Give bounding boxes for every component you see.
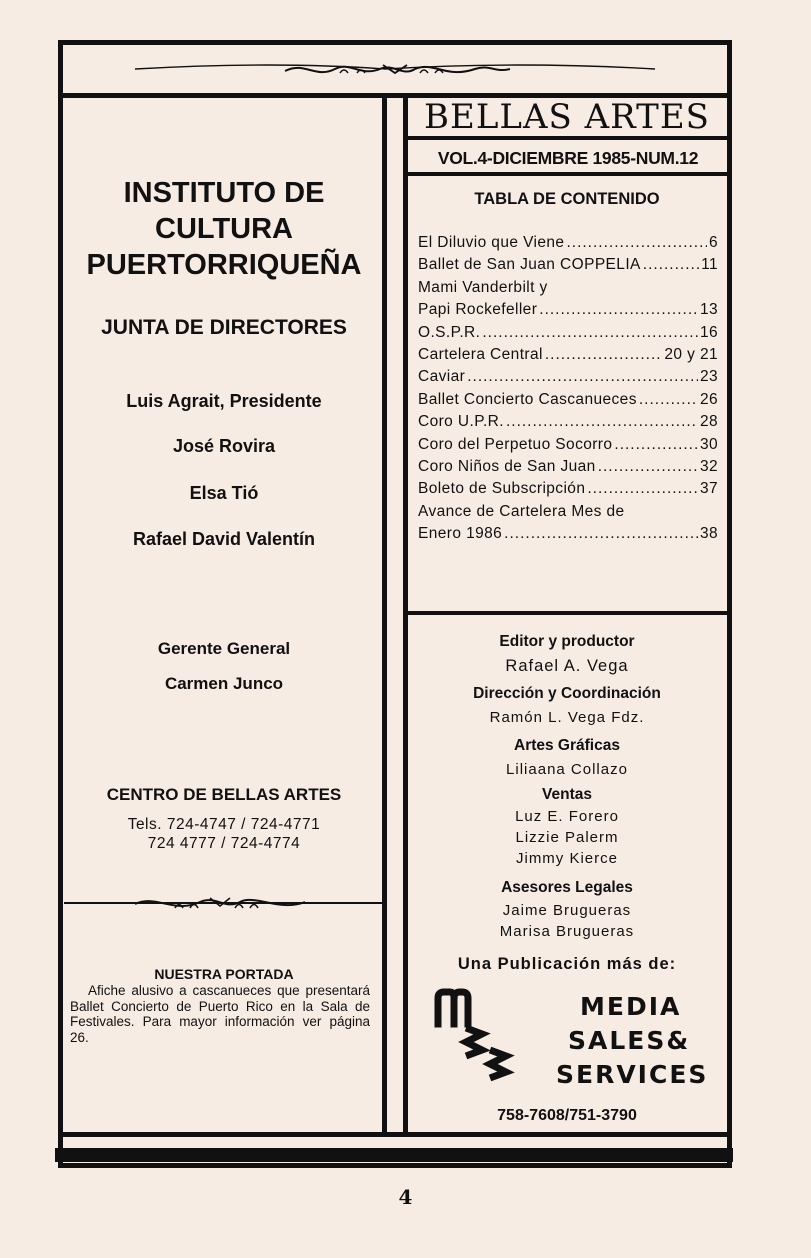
sales-name: Luz E. Forero bbox=[515, 808, 619, 825]
toc-page: 26 bbox=[699, 390, 718, 408]
director-name: Elsa Tió bbox=[189, 483, 259, 503]
toc-entry bbox=[418, 254, 718, 276]
legal-name: Jaime Brugueras bbox=[502, 902, 632, 919]
institute-title-line: CULTURA bbox=[155, 213, 293, 245]
toc-title: Coro Niños de San Juan bbox=[418, 457, 596, 475]
general-manager-label: Gerente General bbox=[157, 639, 291, 658]
publisher-logo-text bbox=[556, 990, 716, 1092]
toc-heading: TABLA DE CONTENIDO bbox=[474, 190, 660, 208]
direction-label: Dirección y Coordinación bbox=[473, 685, 661, 702]
toc-entry bbox=[418, 366, 718, 388]
publisher-monogram-logo bbox=[430, 988, 530, 1096]
top-ornament bbox=[135, 55, 655, 85]
column-divider-right bbox=[403, 93, 408, 1137]
bottom-bar bbox=[55, 1148, 733, 1162]
toc-title: Papi Rockefeller bbox=[418, 301, 538, 319]
editor-label: Editor y productor bbox=[499, 633, 635, 650]
toc-page: 23 bbox=[699, 368, 718, 386]
toc-entry bbox=[418, 456, 718, 478]
toc-page: 28 bbox=[699, 413, 718, 431]
toc-entry bbox=[418, 411, 718, 433]
toc-entry bbox=[418, 232, 718, 254]
toc-page: 6 bbox=[708, 234, 718, 251]
publisher-phone: 758-7608/751-3790 bbox=[497, 1107, 637, 1124]
toc-page: 13 bbox=[699, 301, 718, 319]
page-number: 4 bbox=[398, 1185, 413, 1209]
toc-title: Ballet Concierto Cascanueces bbox=[418, 390, 637, 408]
legal-label: Asesores Legales bbox=[501, 879, 633, 896]
legal-name: Marisa Brugueras bbox=[499, 923, 635, 940]
toc-title: El Diluvio que Viene bbox=[418, 234, 565, 251]
issue-line: VOL.4-DICIEMBRE 1985-NUM.12 bbox=[437, 148, 699, 168]
toc-page: 16 bbox=[699, 323, 718, 341]
director-name: José Rovira bbox=[172, 436, 276, 456]
toc-title: Caviar bbox=[418, 368, 466, 386]
toc-title: Boleto de Subscripción bbox=[418, 480, 586, 498]
toc-page: 20 y 21 bbox=[664, 345, 718, 363]
bottom-divider bbox=[58, 1132, 732, 1137]
institute-title-line: PUERTORRIQUEÑA bbox=[86, 249, 362, 281]
phone-numbers bbox=[66, 815, 382, 853]
toc-page: 30 bbox=[699, 435, 718, 453]
left-ornament bbox=[130, 890, 310, 916]
publisher-intro: Una Publicación más de: bbox=[457, 955, 677, 973]
director-name: Luis Agrait, Presidente bbox=[126, 391, 322, 411]
graphics-name: Liliaana Collazo bbox=[506, 761, 628, 778]
toc-entry bbox=[418, 478, 718, 500]
graphics-label: Artes Gráficas bbox=[514, 737, 620, 754]
toc-page: 32 bbox=[699, 457, 718, 475]
cover-heading: NUESTRA PORTADA bbox=[154, 966, 294, 982]
toc-entry bbox=[418, 501, 718, 523]
toc-list bbox=[418, 232, 718, 545]
toc-entry bbox=[418, 299, 718, 321]
toc-entry bbox=[418, 277, 718, 299]
toc-title: Coro U.P.R. bbox=[418, 413, 504, 431]
institute-title-line: INSTITUTO DE bbox=[123, 177, 325, 209]
toc-entry bbox=[418, 322, 718, 344]
toc-title: Enero 1986 bbox=[418, 525, 503, 543]
toc-title: Avance de Cartelera Mes de bbox=[418, 502, 625, 520]
magazine-title: BELLAS ARTES bbox=[424, 97, 710, 137]
director-name: Rafael David Valentín bbox=[132, 529, 316, 549]
toc-title: O.S.P.R. bbox=[418, 323, 481, 341]
logo-line: SERVICES bbox=[556, 1060, 709, 1089]
phone-line: 724 4777 / 724-4774 bbox=[147, 835, 301, 852]
sales-label: Ventas bbox=[542, 786, 592, 803]
sales-names bbox=[408, 806, 726, 869]
toc-title: Coro del Perpetuo Socorro bbox=[418, 435, 613, 453]
center-name: CENTRO DE BELLAS ARTES bbox=[106, 785, 342, 804]
toc-entry bbox=[418, 389, 718, 411]
sales-name: Jimmy Kierce bbox=[515, 850, 618, 867]
toc-page: 11 bbox=[701, 256, 718, 274]
toc-page: 38 bbox=[699, 525, 718, 543]
toc-entry bbox=[418, 523, 718, 545]
toc-title: Mami Vanderbilt y bbox=[418, 278, 548, 296]
toc-entry bbox=[418, 434, 718, 456]
toc-rule bbox=[408, 611, 728, 615]
logo-line: MEDIA bbox=[580, 992, 682, 1021]
direction-name: Ramón L. Vega Fdz. bbox=[489, 709, 645, 726]
column-divider-left bbox=[382, 93, 387, 1137]
cover-text: Afiche alusivo a cascanueces que presentará Ballet Concierto de Puerto Rico en la Sala de Festivales. Para mayor información ver página 26. bbox=[70, 983, 370, 1045]
phone-line: Tels. 724-4747 / 724-4771 bbox=[127, 816, 321, 833]
toc-page: 37 bbox=[699, 480, 718, 498]
general-manager-name: Carmen Junco bbox=[164, 674, 284, 693]
sales-name: Lizzie Palerm bbox=[515, 829, 619, 846]
toc-entry bbox=[418, 344, 718, 366]
institute-title bbox=[66, 175, 382, 283]
legal-names bbox=[408, 900, 726, 942]
toc-title: Cartelera Central bbox=[418, 345, 543, 363]
toc-title: Ballet de San Juan COPPELIA bbox=[418, 256, 641, 274]
logo-line: SALES& bbox=[568, 1026, 691, 1055]
editor-name: Rafael A. Vega bbox=[505, 657, 629, 675]
board-heading: JUNTA DE DIRECTORES bbox=[101, 316, 347, 339]
